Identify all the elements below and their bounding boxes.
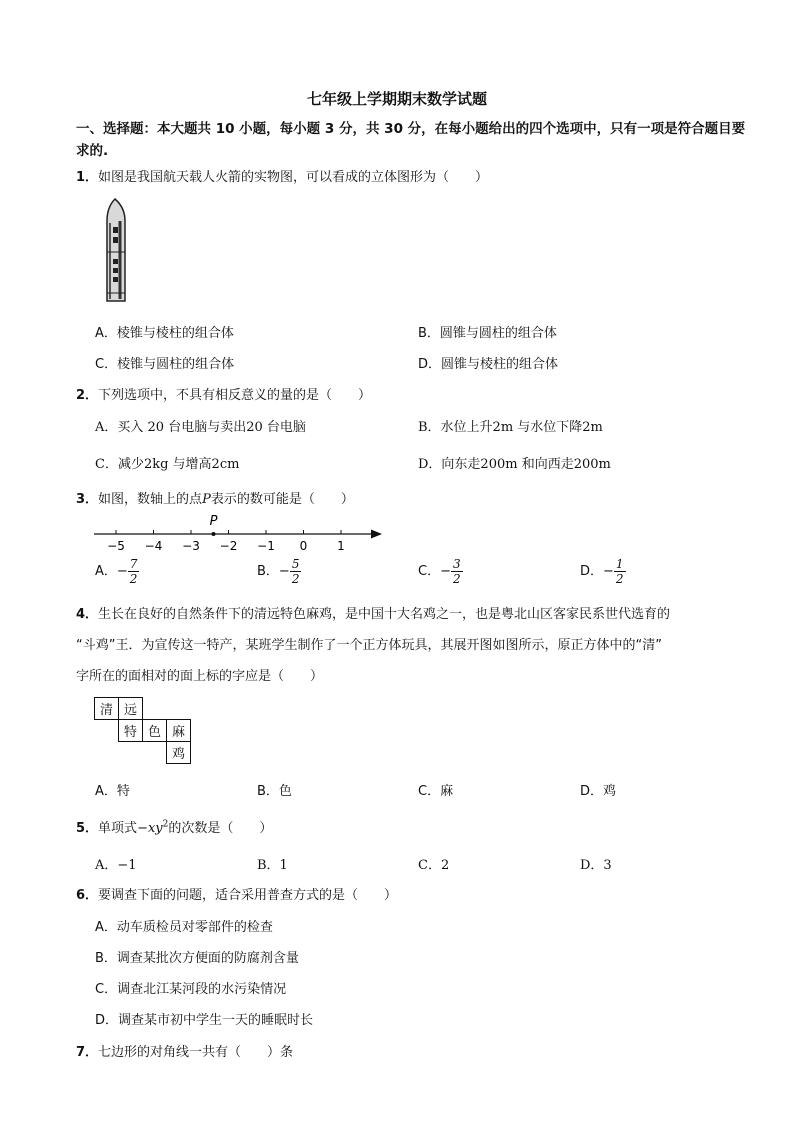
q6-option-c[interactable]: C．调查北江某河段的水污染情况 <box>95 982 287 997</box>
net-cell: 特 <box>119 720 143 742</box>
question-4-line-2: “斗鸡”王．为宣传这一特产，某班学生制作了一个正方体玩具，其展开图如图所示，原正方体中的“清” <box>76 638 662 653</box>
q6-option-b[interactable]: B．调查某批次方便面的防腐剂含量 <box>95 951 299 966</box>
question-number: 2． <box>76 388 99 403</box>
q2-option-b[interactable]: B．水位上升2m 与水位下降2m <box>418 420 603 435</box>
question-number: 3． <box>76 492 99 507</box>
question-text: 表示的数可能是（ ） <box>210 492 354 507</box>
net-cell: 麻 <box>167 720 191 742</box>
q5-option-b[interactable]: B．1 <box>257 858 288 873</box>
exponent: 2 <box>162 819 169 830</box>
question-7 <box>76 1041 293 1060</box>
axis-tick-label: −4 <box>144 539 163 553</box>
q4-option-a[interactable]: A．特 <box>95 784 130 799</box>
denominator: 2 <box>291 572 300 586</box>
q3-option-b[interactable] <box>257 557 301 586</box>
section-heading: 一、选择题：本大题共 10 小题，每小题 3 分，共 30 分，在每小题给出的四个选项中，只有一项是符合题目要求的. <box>76 121 746 159</box>
q1-option-c[interactable]: C．棱锥与圆柱的组合体 <box>95 357 235 372</box>
q6-option-a[interactable]: A．动车质检员对零部件的检查 <box>95 920 273 935</box>
net-cell: 远 <box>119 698 143 720</box>
q1-option-d[interactable]: D．圆锥与棱柱的组合体 <box>418 357 559 372</box>
monomial: −xy <box>137 821 163 836</box>
q2-option-a[interactable]: A．买入 20 台电脑与卖出20 台电脑 <box>95 420 306 435</box>
q3-option-d[interactable] <box>580 557 626 586</box>
q5-option-c[interactable]: C．2 <box>418 858 450 873</box>
variable-p: P <box>202 492 211 507</box>
q5-option-d[interactable]: D．3 <box>580 858 612 873</box>
q4-option-b[interactable]: B．色 <box>257 784 292 799</box>
numerator: 5 <box>291 557 300 571</box>
option-letter: A．− <box>95 564 128 579</box>
question-number: 5． <box>76 821 99 836</box>
cube-net <box>94 697 191 764</box>
q4-option-d[interactable]: D．鸡 <box>580 784 617 799</box>
question-text: 单项式 <box>98 821 138 836</box>
question-text: 如图是我国航天载人火箭的实物图，可以看成的立体图形为（ ） <box>98 170 489 185</box>
point-p <box>212 532 216 536</box>
question-6 <box>76 884 397 903</box>
question-1 <box>76 166 488 185</box>
question-4 <box>76 603 670 622</box>
q2-option-d[interactable]: D．向东走200m 和向西走200m <box>418 457 611 472</box>
axis-tick-label: −2 <box>219 539 238 553</box>
question-number: 7． <box>76 1045 99 1060</box>
rocket-image <box>98 197 132 305</box>
net-cell: 鸡 <box>167 742 191 764</box>
question-text: 如图，数轴上的点 <box>98 492 203 507</box>
numerator: 7 <box>129 557 138 571</box>
denominator: 2 <box>452 572 461 586</box>
question-text: 七边形的对角线一共有（ ）条 <box>98 1045 294 1060</box>
q5-option-a[interactable]: A．−1 <box>95 858 137 873</box>
question-5 <box>76 817 272 836</box>
axis-tick-label: 1 <box>337 539 345 553</box>
question-3 <box>76 488 354 507</box>
axis-tick-label: −3 <box>182 539 200 553</box>
denominator: 2 <box>129 572 138 586</box>
q4-option-c[interactable]: C．麻 <box>418 784 454 799</box>
q3-option-c[interactable] <box>418 557 463 586</box>
q6-option-d[interactable]: D．调查某市初中学生一天的睡眠时长 <box>95 1013 314 1028</box>
option-letter: D．− <box>580 564 614 579</box>
numerator: 1 <box>615 557 624 571</box>
q2-option-c[interactable]: C．减少2kg 与增高2cm <box>95 457 240 472</box>
net-cell: 清 <box>95 698 119 720</box>
option-letter: C．− <box>418 564 451 579</box>
point-p-label: P <box>209 514 218 529</box>
denominator: 2 <box>615 572 624 586</box>
axis-tick-label: −1 <box>257 539 275 553</box>
numerator: 3 <box>452 557 461 571</box>
q1-option-a[interactable]: A．棱锥与棱柱的组合体 <box>95 326 234 341</box>
net-cell: 色 <box>143 720 167 742</box>
axis-tick-label: 0 <box>299 539 308 553</box>
question-number: 4． <box>76 607 99 622</box>
question-text: 生长在良好的自然条件下的清远特色麻鸡，是中国十大名鸡之一，也是粤北山区客家民系世代选育的 <box>98 607 671 622</box>
question-text: 下列选项中，不具有相反意义的量的是（ ） <box>98 388 372 403</box>
option-letter: B．− <box>257 564 290 579</box>
q1-option-b[interactable]: B．圆锥与圆柱的组合体 <box>418 326 557 341</box>
question-number: 1． <box>76 170 99 185</box>
question-number: 6． <box>76 888 99 903</box>
question-4-line-3: 字所在的面相对的面上标的字应是（ ） <box>76 669 324 684</box>
exam-title: 七年级上学期期末数学试题 <box>306 90 487 108</box>
number-line <box>90 510 390 556</box>
question-text: 的次数是（ ） <box>168 821 273 836</box>
question-2 <box>76 384 371 403</box>
q3-option-a[interactable] <box>95 557 139 586</box>
axis-tick-label: −5 <box>107 539 125 553</box>
question-text: 要调查下面的问题，适合采用普查方式的是（ ） <box>98 888 398 903</box>
